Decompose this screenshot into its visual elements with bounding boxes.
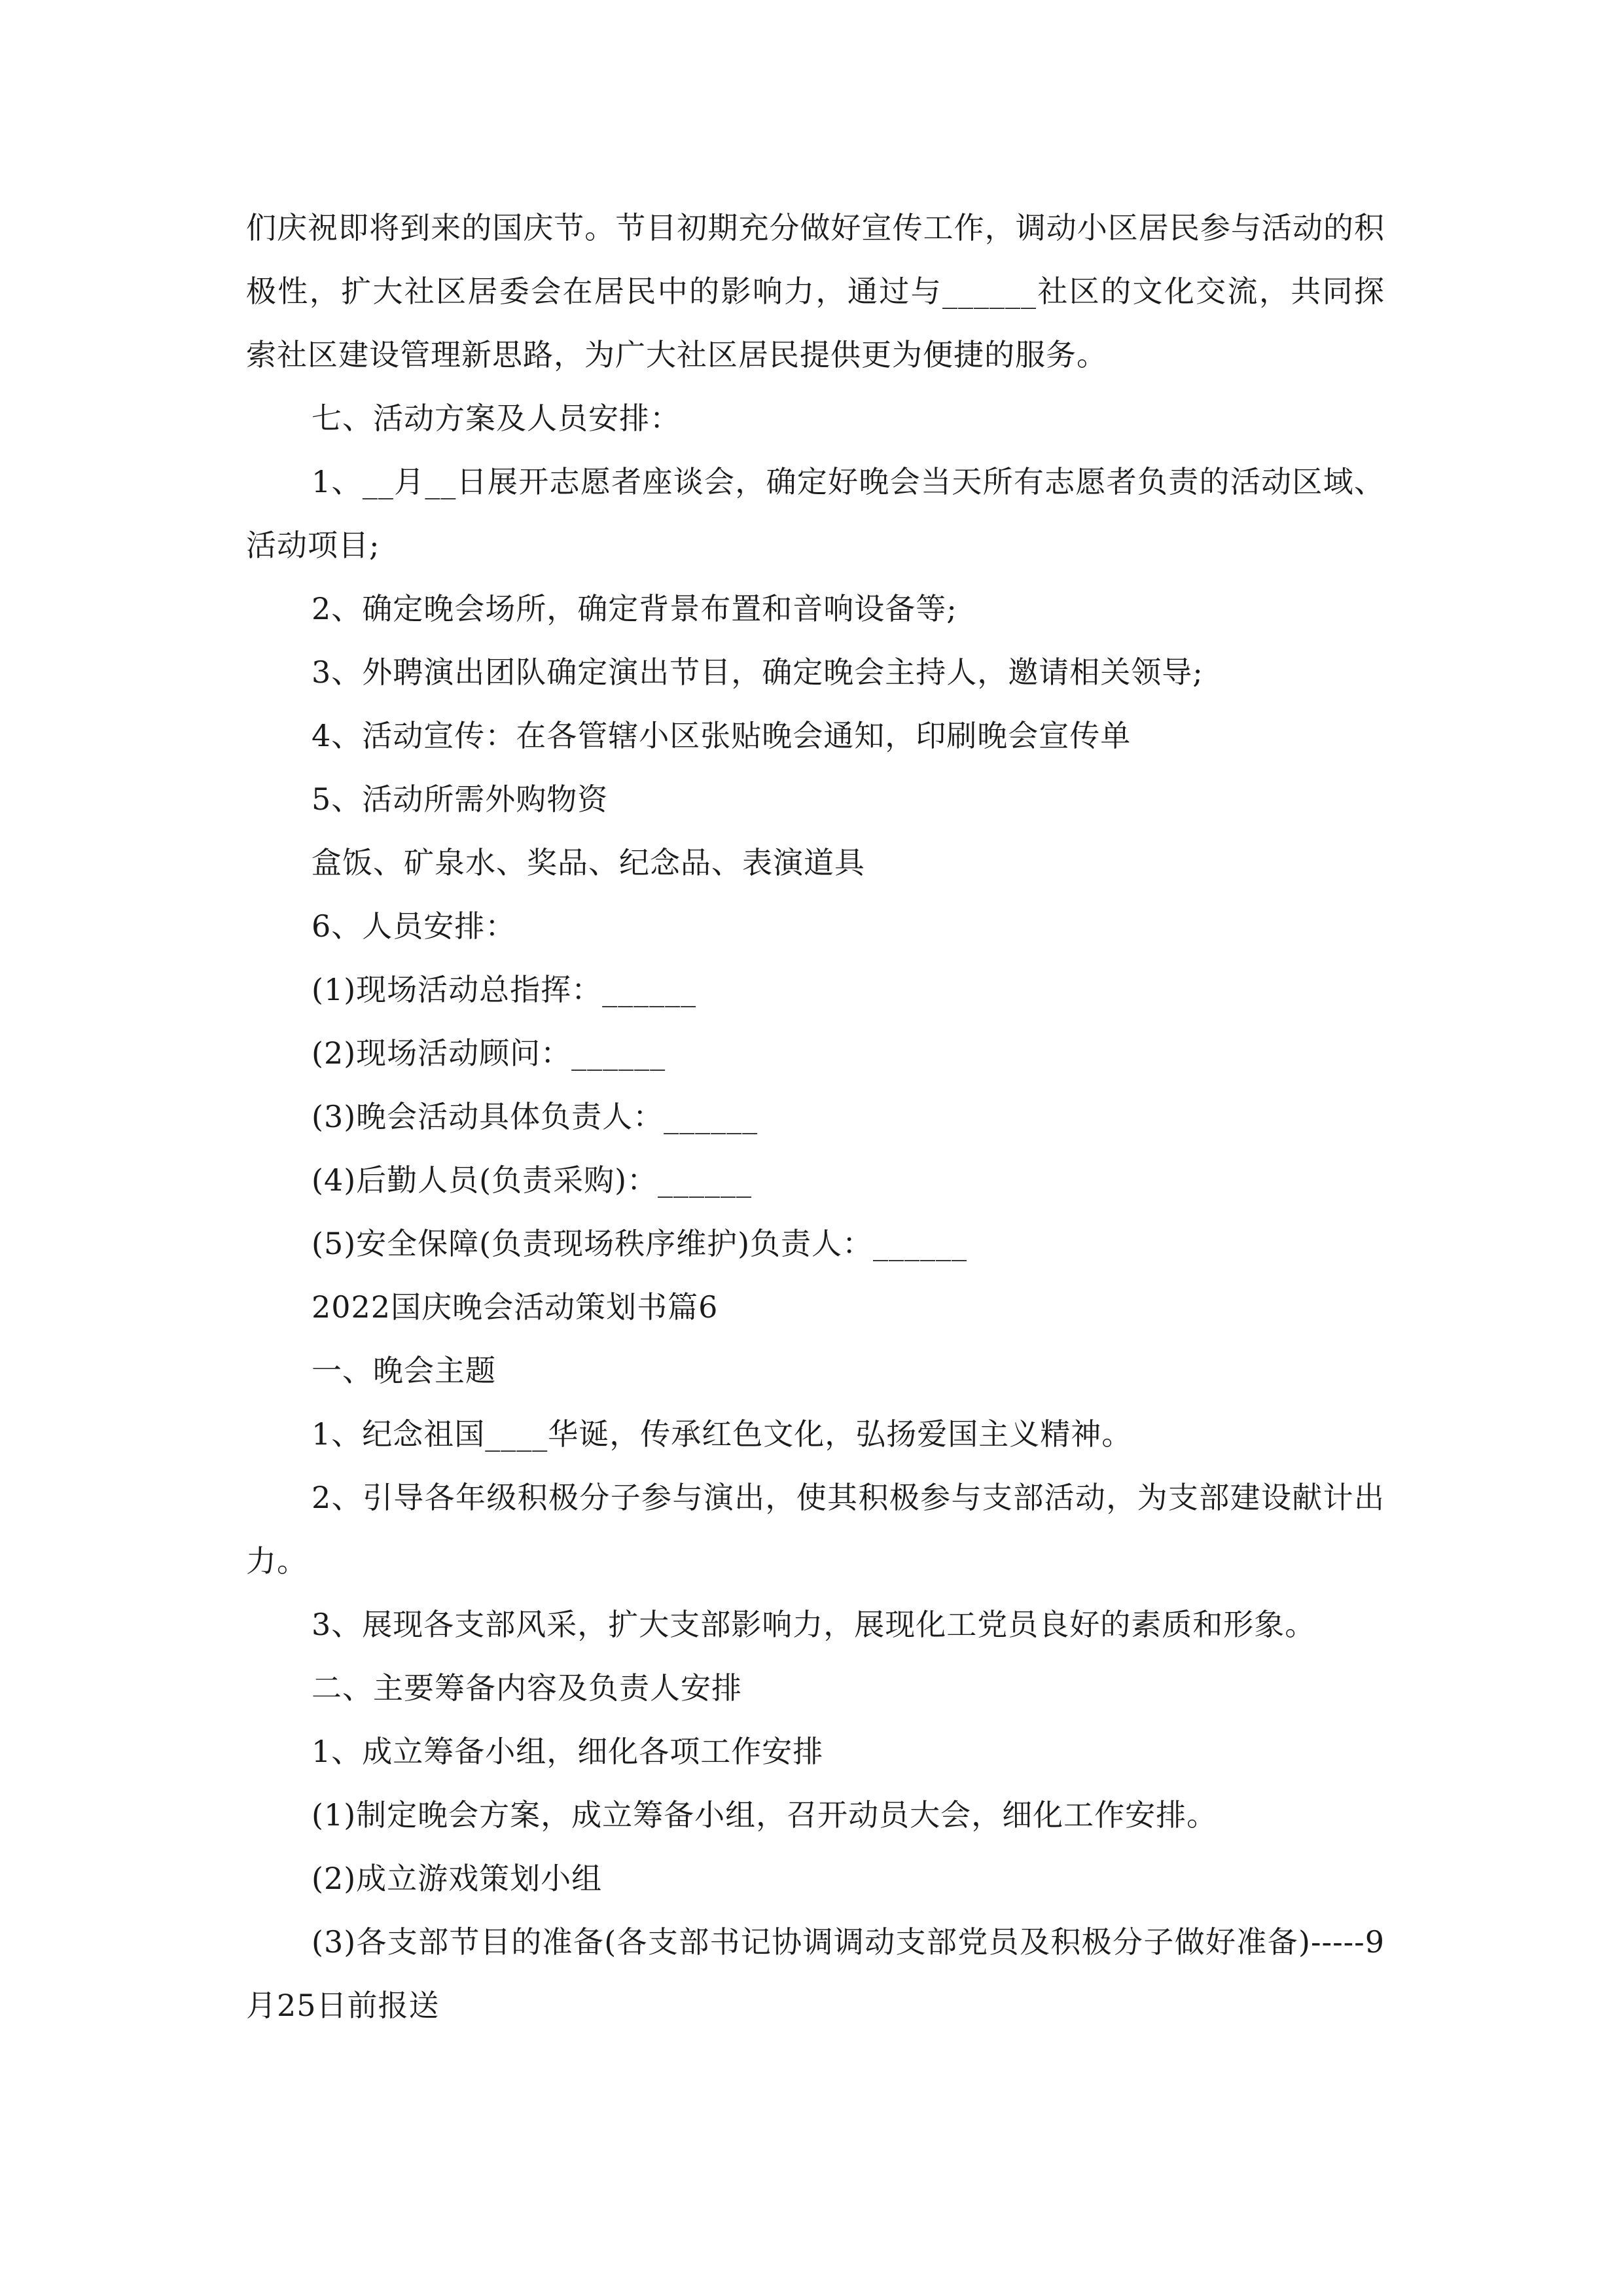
staff-event-lead: (3)晚会活动具体负责人：______ [312,1099,758,1134]
supplies-list: 盒饭、矿泉水、奖品、纪念品、表演道具 [312,845,865,880]
prep-subitem-2: (2)成立游戏策划小组 [312,1861,603,1896]
section-heading-seven: 七、活动方案及人员安排： [312,401,681,436]
list-item-venue: 2、确定晚会场所，确定背景布置和音响设备等; [312,591,957,626]
prep-item-1: 1、成立筹备小组，细化各项工作安排 [312,1734,824,1769]
theme-item-1: 1、纪念祖国____华诞，传承红色文化，弘扬爱国主义精神。 [312,1416,1133,1452]
staff-security: (5)安全保障(负责现场秩序维护)负责人：______ [312,1226,968,1261]
staff-commander: (1)现场活动总指挥：______ [312,972,697,1007]
document-body [246,196,1385,2037]
staff-advisor: (2)现场活动顾问：______ [312,1035,666,1071]
section-heading-theme: 一、晚会主题 [312,1353,496,1388]
list-item-volunteer-meeting: 1、__月__日展开志愿者座谈会，确定好晚会当天所有志愿者负责的活动区域、活动项目; [246,464,1385,563]
section-heading-preparation: 二、主要筹备内容及负责人安排 [312,1670,742,1706]
article-title: 2022国庆晚会活动策划书篇6 [312,1289,719,1325]
staff-logistics: (4)后勤人员(负责采购)：______ [312,1162,753,1198]
paragraph-intro-continuation: 们庆祝即将到来的国庆节。节目初期充分做好宣传工作，调动小区居民参与活动的积极性，扩大社区居委会在居民中的影响力，通过与______社区的文化交流，共同探索社区建设管理新思路，为广大社区居民提供更为便捷的服务。 [246,210,1385,372]
list-item-performers: 3、外聘演出团队确定演出节目，确定晚会主持人，邀请相关领导; [312,655,1204,690]
list-item-staffing: 6、人员安排： [312,908,516,944]
list-item-publicity: 4、活动宣传：在各管辖小区张贴晚会通知，印刷晚会宣传单 [312,718,1132,753]
prep-subitem-3: (3)各支部节目的准备(各支部书记协调调动支部党员及积极分子做好准备)-----9月25日前报送 [246,1924,1385,2023]
theme-item-2: 2、引导各年级积极分子参与演出，使其积极参与支部活动，为支部建设献计出力。 [246,1480,1385,1579]
theme-item-3: 3、展现各支部风采，扩大支部影响力，展现化工党员良好的素质和形象。 [312,1607,1316,1642]
list-item-supplies: 5、活动所需外购物资 [312,781,609,817]
prep-subitem-1: (1)制定晚会方案，成立筹备小组，召开动员大会，细化工作安排。 [312,1797,1218,1833]
